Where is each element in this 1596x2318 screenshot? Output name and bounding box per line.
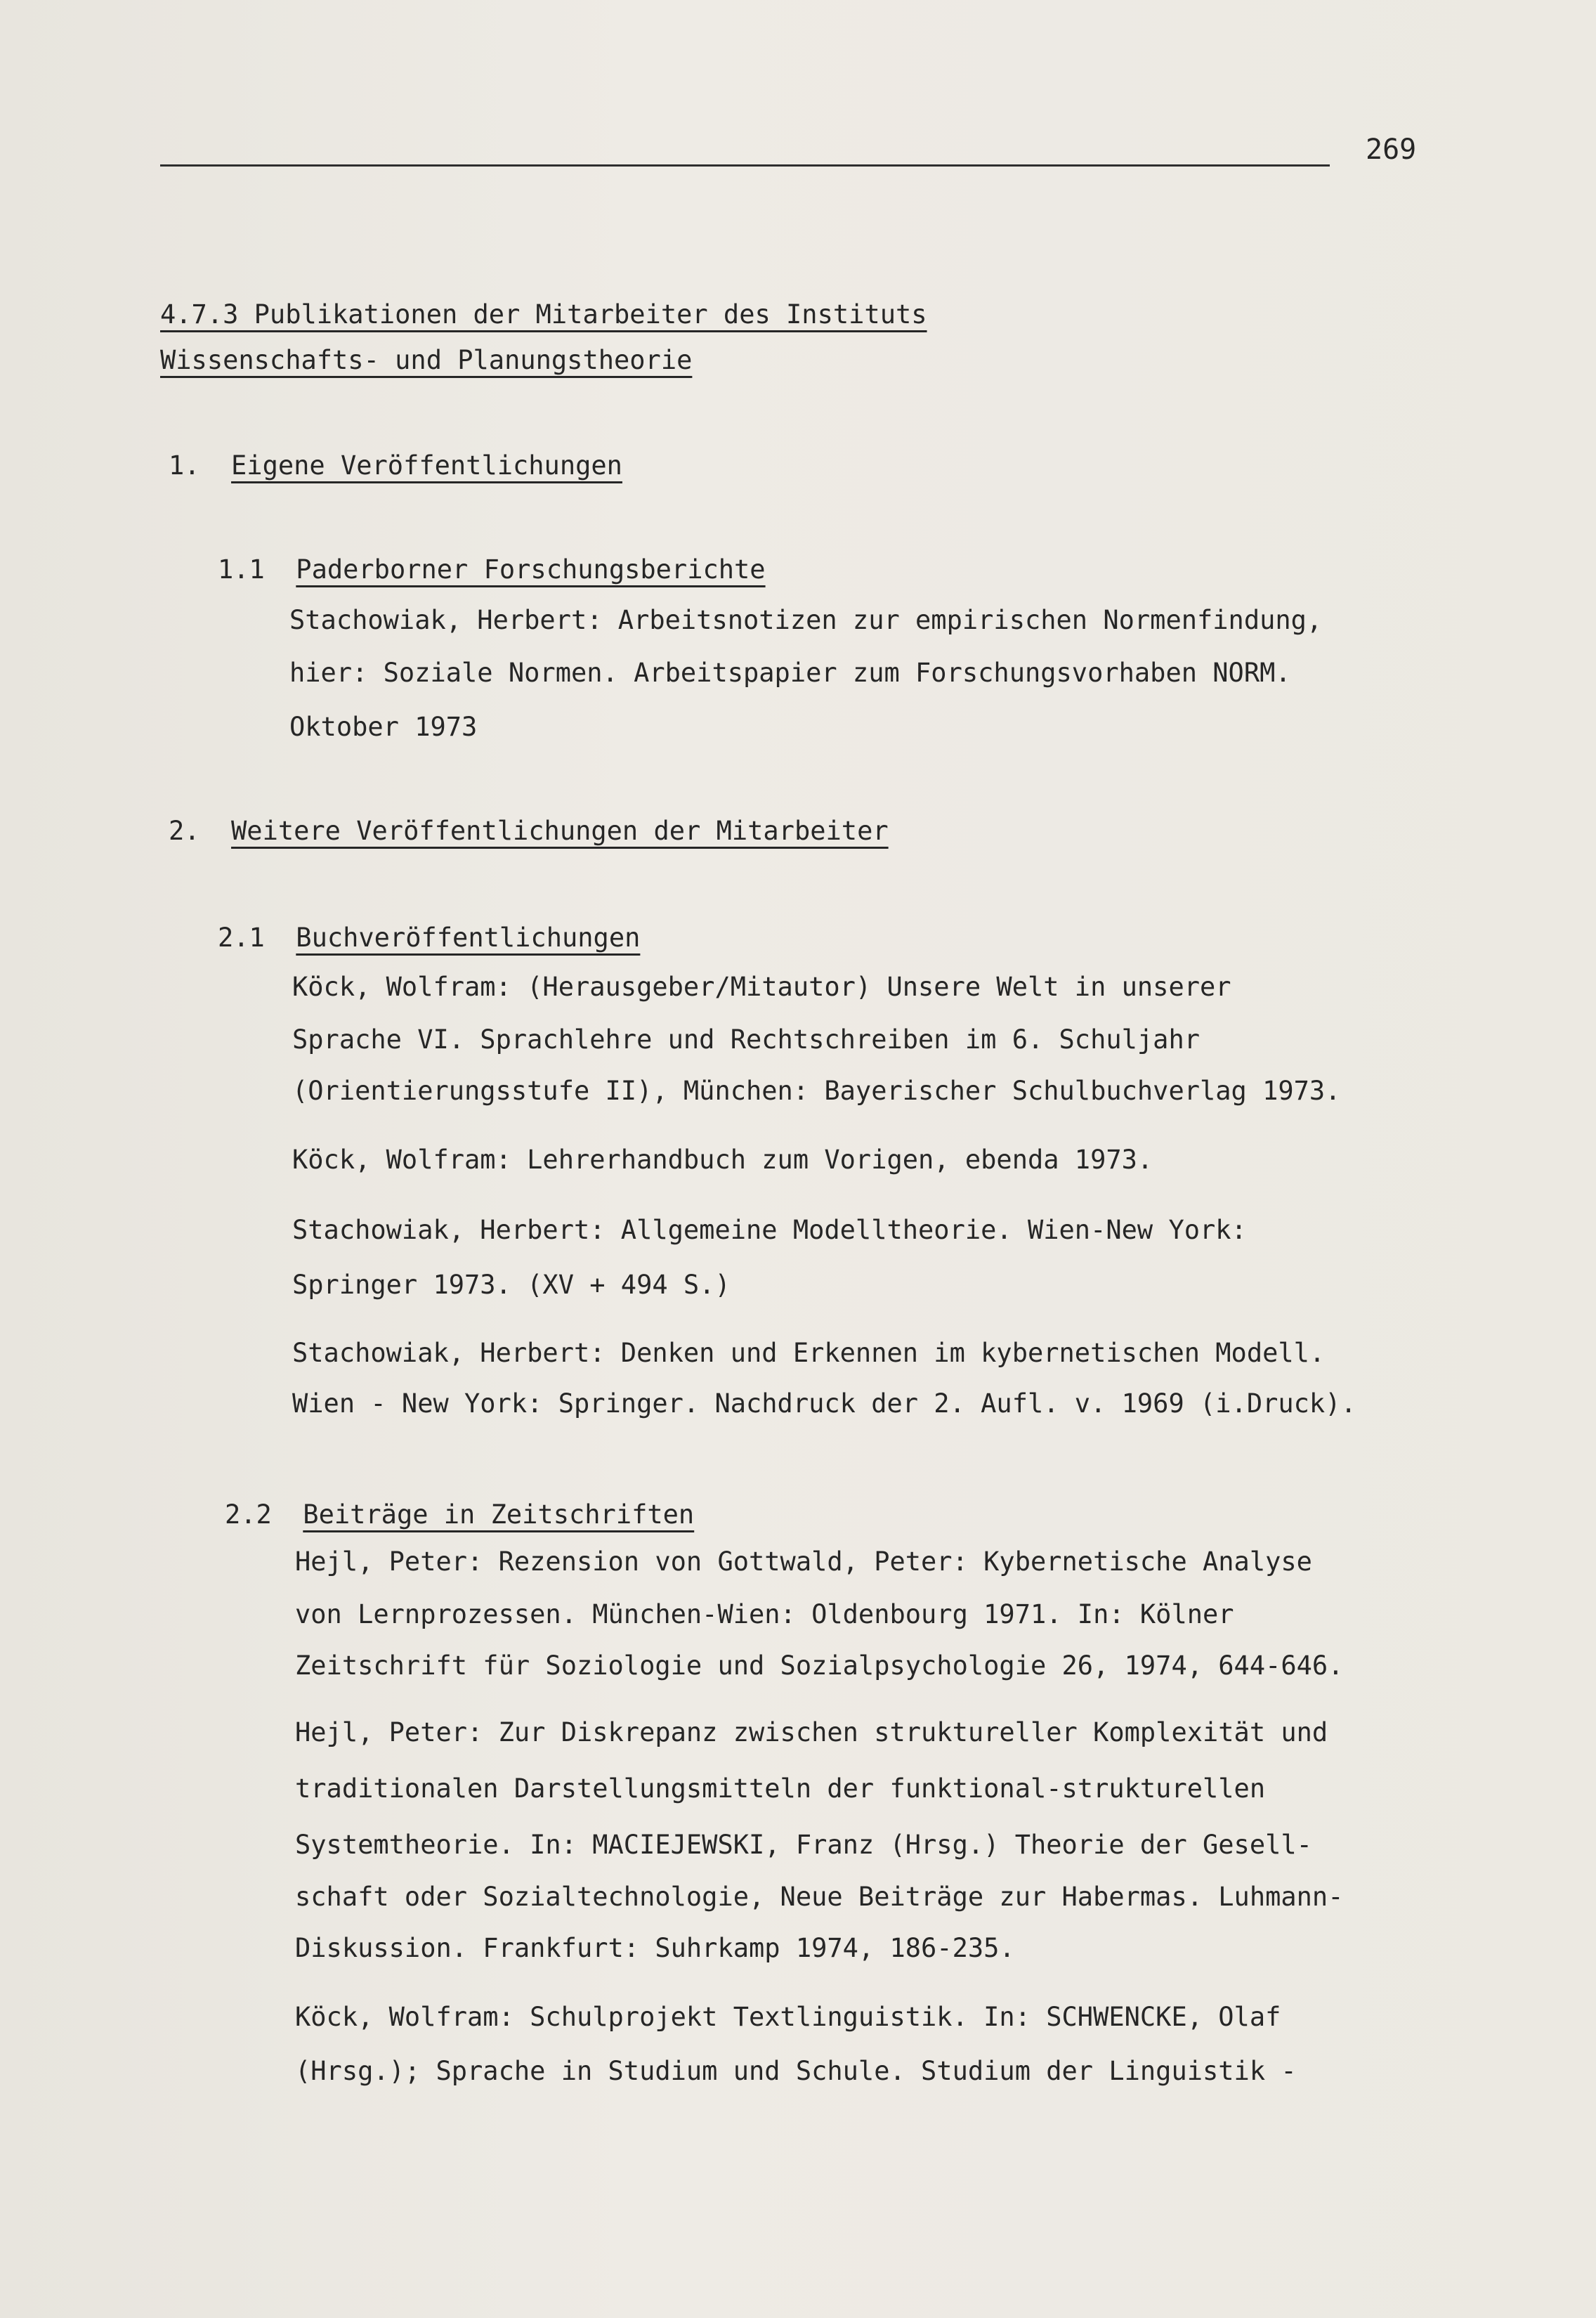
section-2-2	[225, 1499, 694, 1531]
entry-line: Köck, Wolfram: Lehrerhandbuch zum Vorigen, ebenda 1973.	[292, 1145, 1153, 1175]
entry-line: Köck, Wolfram: Schulprojekt Textlinguistik. In: SCHWENCKE, Olaf	[295, 2002, 1281, 2032]
entry-line: Zeitschrift für Soziologie und Sozialpsychologie 26, 1974, 644-646.	[295, 1650, 1344, 1681]
entry-line: (Hrsg.); Sprache in Studium und Schule. Studium der Linguistik -	[295, 2056, 1297, 2086]
entry-line: traditionalen Darstellungsmitteln der funktional-strukturellen	[295, 1773, 1266, 1804]
section-2-title: Weitere Veröffentlichungen der Mitarbeiter	[231, 816, 889, 846]
section-2-1-number: 2.1	[218, 923, 265, 953]
section-2	[169, 815, 889, 847]
entry-line: Sprache VI. Sprachlehre und Rechtschreiben im 6. Schuljahr	[292, 1024, 1201, 1055]
section-heading-line-1: 4.7.3 Publikationen der Mitarbeiter des Instituts	[160, 299, 927, 330]
section-heading-line-2: Wissenschafts- und Planungstheorie	[160, 345, 693, 375]
entry-line: Systemtheorie. In: MACIEJEWSKI, Franz (Hrsg.) Theorie der Gesell-	[295, 1830, 1312, 1860]
entry-line: Stachowiak, Herbert: Arbeitsnotizen zur empirischen Normenfindung,	[289, 605, 1323, 635]
section-1-number: 1.	[169, 450, 200, 481]
section-2-number: 2.	[169, 816, 200, 846]
section-2-1-title: Buchveröffentlichungen	[296, 923, 641, 953]
entry-line: Stachowiak, Herbert: Denken und Erkennen im kybernetischen Modell.	[292, 1338, 1326, 1368]
entry-line: (Orientierungsstufe II), München: Bayerischer Schulbuchverlag 1973.	[292, 1076, 1341, 1106]
entry-line: Stachowiak, Herbert: Allgemeine Modelltheorie. Wien-New York:	[292, 1215, 1247, 1245]
entry-line: schaft oder Sozialtechnologie, Neue Beiträge zur Habermas. Luhmann-	[295, 1882, 1344, 1912]
entry-line: Hejl, Peter: Rezension von Gottwald, Peter: Kybernetische Analyse	[295, 1547, 1312, 1577]
section-1-1	[218, 554, 766, 586]
section-2-2-title: Beiträge in Zeitschriften	[303, 1499, 695, 1530]
entry-line: Köck, Wolfram: (Herausgeber/Mitautor) Unsere Welt in unserer	[292, 972, 1231, 1002]
entry-line: Hejl, Peter: Zur Diskrepanz zwischen struktureller Komplexität und	[295, 1717, 1328, 1747]
section-1	[169, 450, 622, 482]
section-1-title: Eigene Veröffentlichungen	[231, 450, 622, 481]
header-rule	[160, 164, 1330, 167]
section-1-1-title: Paderborner Forschungsberichte	[296, 554, 766, 585]
page-number: 269	[1366, 134, 1417, 166]
section-2-1	[218, 922, 640, 954]
entry-line: Diskussion. Frankfurt: Suhrkamp 1974, 186-235.	[295, 1933, 1015, 1963]
section-2-2-number: 2.2	[225, 1499, 272, 1530]
entry-line: hier: Soziale Normen. Arbeitspapier zum Forschungsvorhaben NORM.	[289, 658, 1291, 688]
section-1-1-number: 1.1	[218, 554, 265, 585]
entry-line: von Lernprozessen. München-Wien: Oldenbourg 1971. In: Kölner	[295, 1599, 1234, 1629]
entry-line: Wien - New York: Springer. Nachdruck der 2. Aufl. v. 1969 (i.Druck).	[292, 1388, 1356, 1419]
entry-line: Oktober 1973	[289, 712, 478, 742]
entry-line: Springer 1973. (XV + 494 S.)	[292, 1270, 731, 1300]
